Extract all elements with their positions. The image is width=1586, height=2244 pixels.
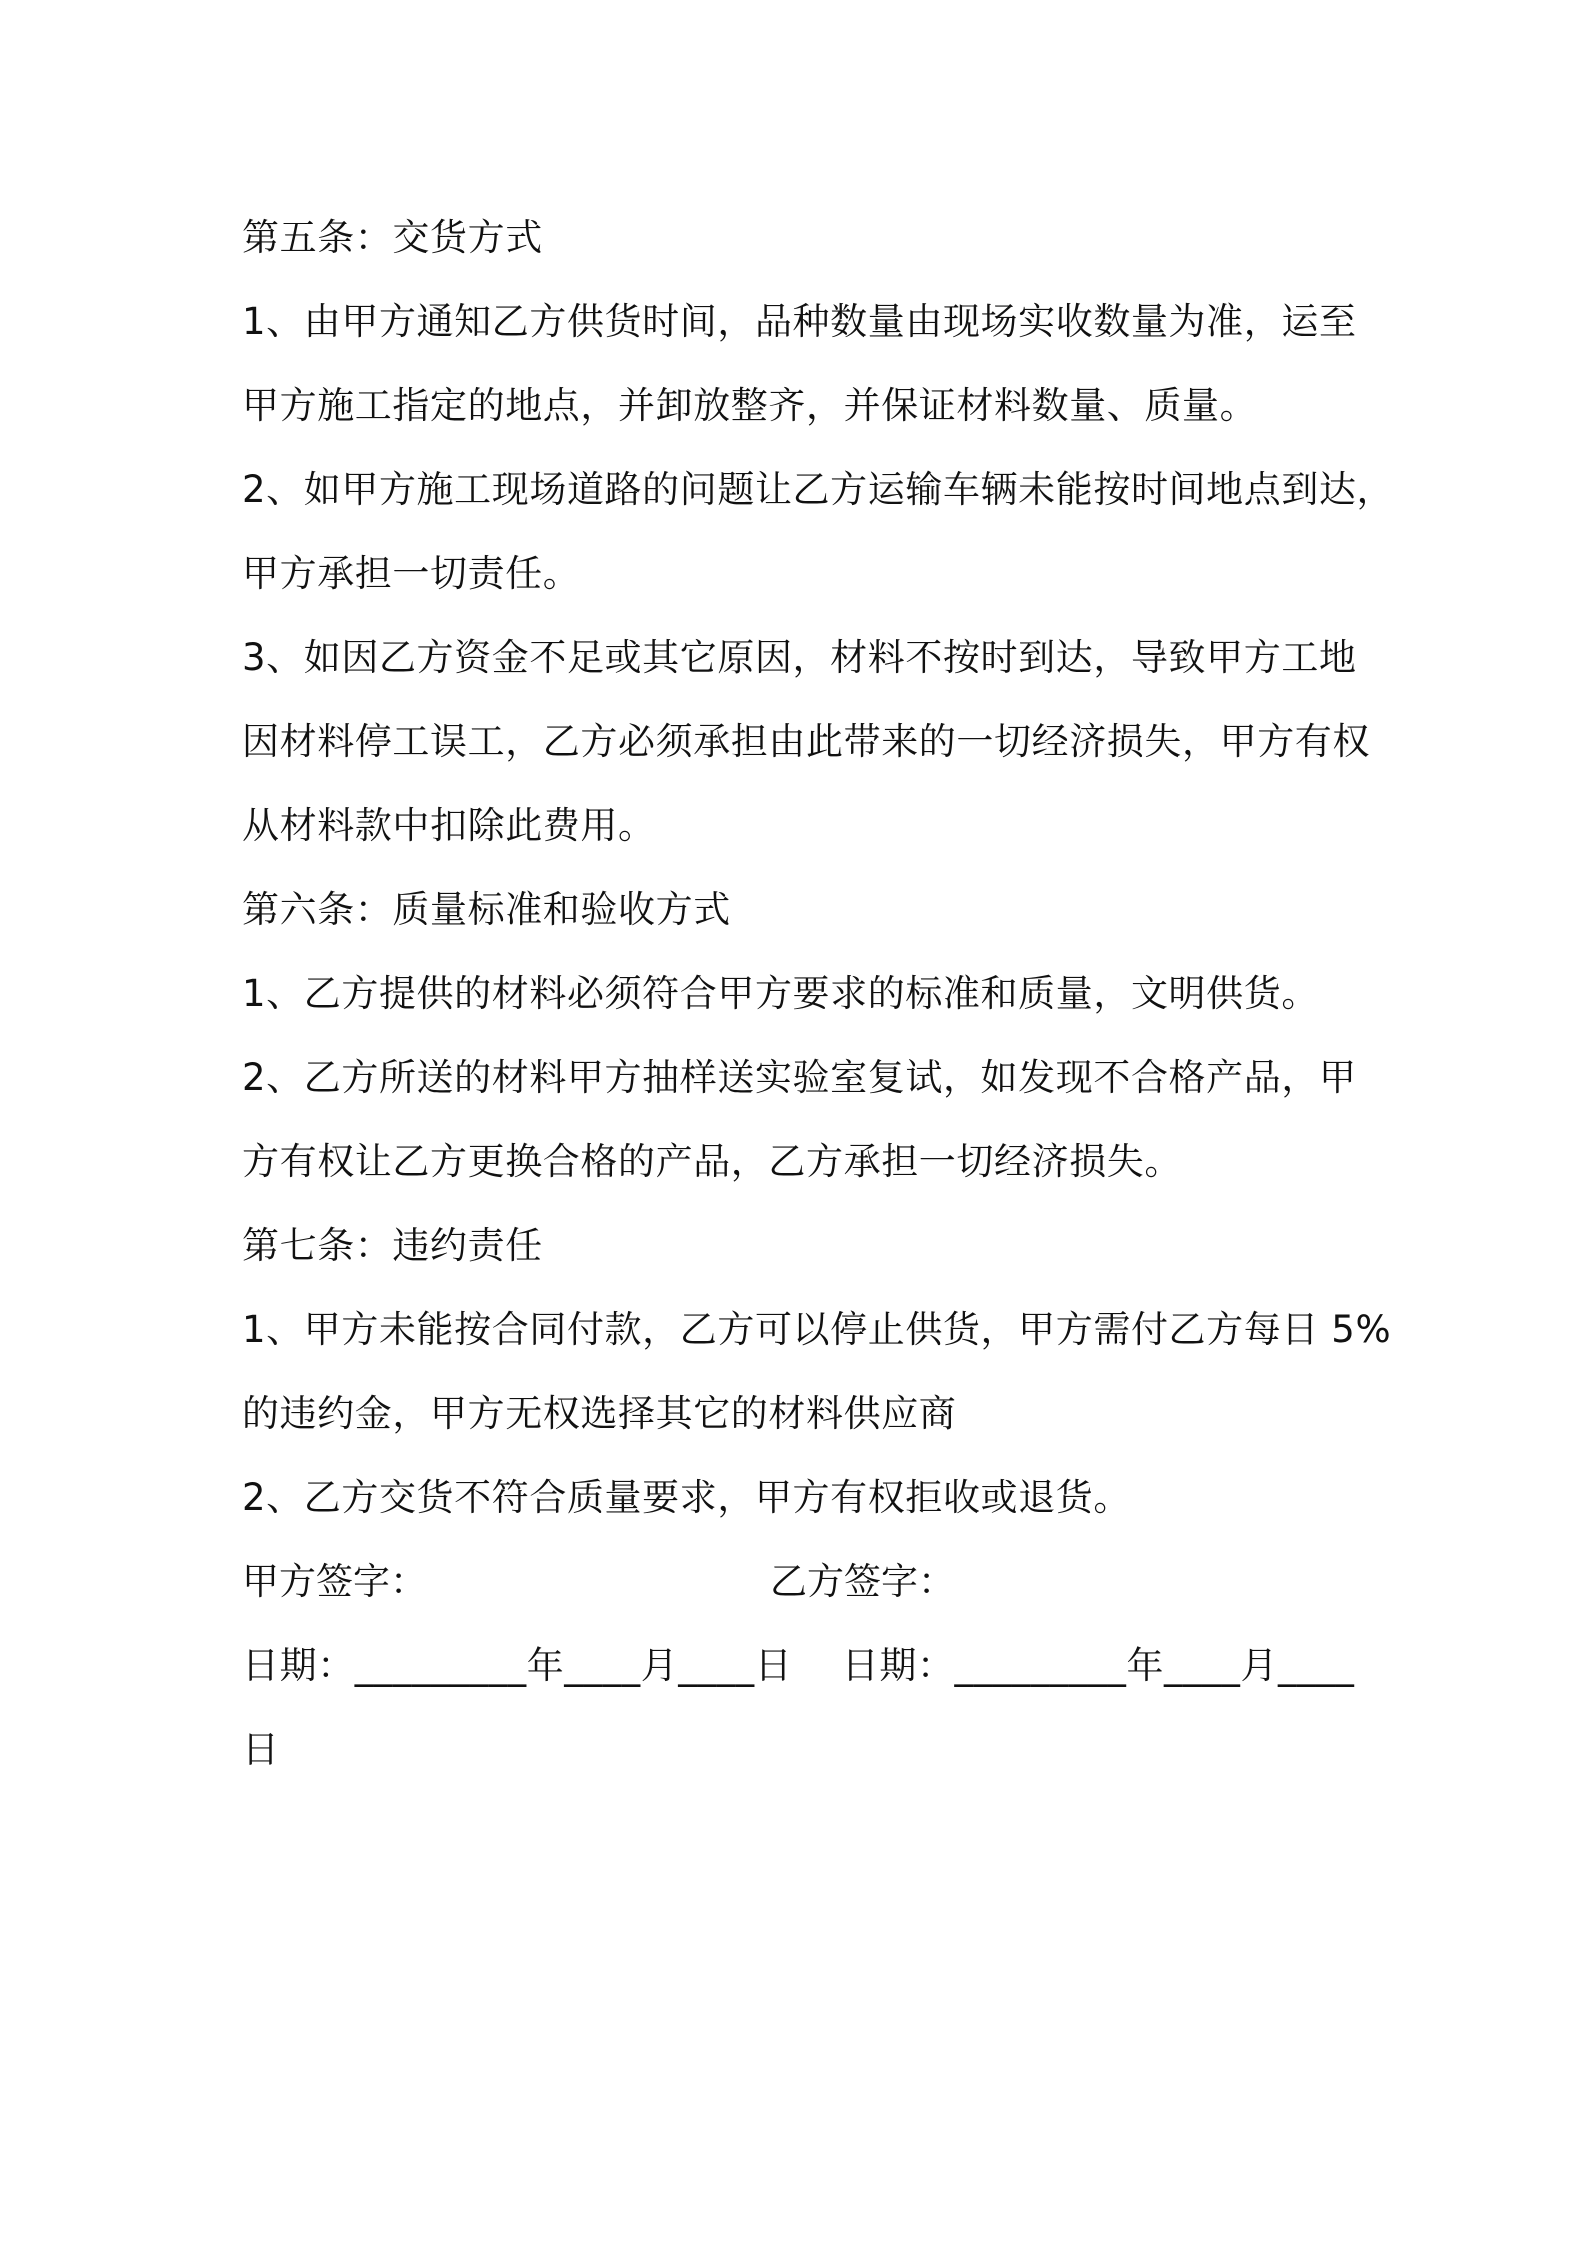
- party-b-signature-label: 乙方签字：: [770, 1560, 955, 1603]
- paragraph-line: 甲方施工指定的地点，并卸放整齐，并保证材料数量、质量。: [242, 384, 1258, 427]
- paragraph-line: 2、乙方交货不符合质量要求，甲方有权拒收或退货。: [242, 1476, 1131, 1519]
- paragraph-line: 甲方承担一切责任。: [242, 552, 581, 595]
- article-7-heading: 第七条：违约责任: [242, 1224, 543, 1267]
- paragraph-line: 2、如甲方施工现场道路的问题让乙方运输车辆未能按时间地点到达，: [242, 468, 1395, 511]
- party-a-signature-label: 甲方签字：: [242, 1560, 427, 1603]
- date-line: 日期：_________年____月____日 日期：_________年____月____: [242, 1644, 1355, 1687]
- article-5-heading: 第五条：交货方式: [242, 216, 543, 259]
- paragraph-line: 因材料停工误工，乙方必须承担由此带来的一切经济损失，甲方有权: [242, 720, 1370, 763]
- paragraph-line: 3、如因乙方资金不足或其它原因，材料不按时到达，导致甲方工地: [242, 636, 1357, 679]
- paragraph-line: 从材料款中扣除此费用。: [242, 804, 656, 847]
- paragraph-line: 方有权让乙方更换合格的产品，乙方承担一切经济损失。: [242, 1140, 1182, 1183]
- paragraph-line: 的违约金，甲方无权选择其它的材料供应商: [242, 1392, 957, 1435]
- document-body: [242, 196, 1395, 1792]
- signature-row: [242, 1540, 1382, 1624]
- paragraph-line: 1、甲方未能按合同付款，乙方可以停止供货，甲方需付乙方每日 5%: [242, 1308, 1392, 1351]
- article-6-heading: 第六条：质量标准和验收方式: [242, 888, 731, 931]
- paragraph-line: 1、乙方提供的材料必须符合甲方要求的标准和质量，文明供货。: [242, 972, 1319, 1015]
- paragraph-line: 2、乙方所送的材料甲方抽样送实验室复试，如发现不合格产品，甲: [242, 1056, 1357, 1099]
- paragraph-line: 1、由甲方通知乙方供货时间，品种数量由现场实收数量为准，运至: [242, 300, 1357, 343]
- date-wrap: 日: [242, 1728, 280, 1771]
